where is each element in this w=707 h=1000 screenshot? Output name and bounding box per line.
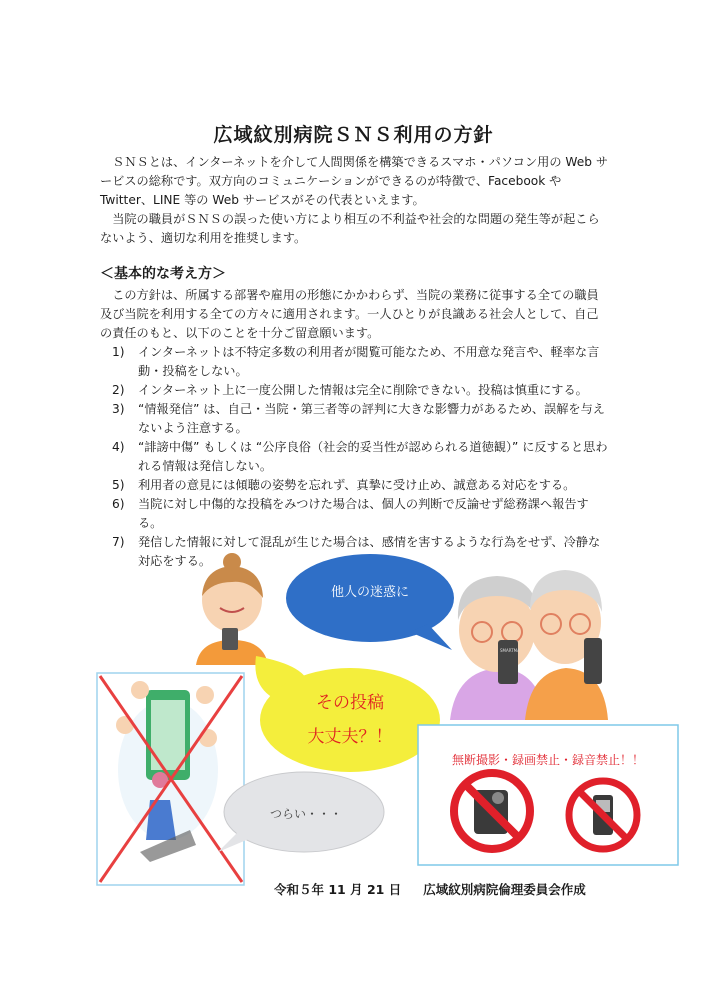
list-item-number: 5)	[112, 478, 125, 492]
woman-with-phone-illustration	[196, 553, 268, 665]
no-recording-icon	[569, 781, 637, 849]
phone-screen-label: SMARTMA	[500, 648, 520, 653]
blue-speech-bubble	[286, 554, 454, 650]
footer-author: 広域紋別病院倫理委員会作成	[423, 882, 586, 897]
list-item-text: “情報発信” は、自己・当院・第三者等の評判に大きな影響力があるため、誤解を与えないよう注意する。	[138, 402, 605, 435]
list-item-text: 利用者の意見には傾聴の姿勢を忘れず、真摯に受け止め、誠意ある対応をする。	[138, 478, 576, 492]
no-camera-icon	[454, 773, 530, 849]
list-item-text: 当院に対し中傷的な投稿をみつけた場合は、個人の判断で反論せず総務課へ報告する。	[138, 497, 589, 530]
list-item-number: 3)	[112, 402, 125, 416]
list-item-text: インターネット上に一度公開した情報は完全に削除できない。投稿は慎重にする。	[138, 383, 588, 397]
intro-paragraph-1: ＳＮＳとは、インターネットを介して人間関係を構築できるスマホ・パソコン用の Web サービスの総称です。双方向のコミュニケーションができるのが特徴で、Facebook や Twitter、LINE 等の Web サービスがその代表といえます。	[100, 155, 609, 207]
blue-bubble-text: 他人の迷惑に	[330, 585, 410, 600]
basic-paragraph: この方針は、所属する部署や雇用の形態にかかわらず、当院の業務に従事する全ての職員及び当院を利用する全ての方々に適用されます。一人ひとりが良識ある社会人として、自己の責任のもと、以下のことを十分ご留意願います。	[100, 288, 599, 340]
gray-speech-bubble	[218, 772, 384, 852]
yellow-speech-bubble	[255, 656, 440, 772]
yellow-bubble-line2: 大丈夫？！	[307, 727, 393, 747]
gray-bubble-text: つらい・・・	[269, 807, 343, 821]
intro-paragraph-2: 当院の職員がＳＮＳの誤った使い方により相互の不利益や社会的な問題の発生等が起こらないよう、適切な利用を推奨します。	[100, 212, 600, 245]
page-title: 広域紋別病院ＳＮＳ利用の方針	[213, 124, 494, 146]
list-item-number: 6)	[112, 497, 125, 511]
list-item-number: 4)	[112, 440, 125, 454]
prohibition-text: 無断撮影・録画禁止・録音禁止！！	[451, 753, 645, 767]
list-item-text: インターネットは不特定多数の利用者が閲覧可能なため、不用意な発言や、軽率な言動・投稿をしない。	[138, 345, 600, 378]
list-item-number: 7)	[112, 535, 125, 549]
prohibition-notice-box	[418, 725, 678, 865]
list-item-text: “誹謗中傷” もしくは “公序良俗（社会的妥当性が認められる道徳観）” に反すると思われる情報は発信しない。	[138, 440, 608, 473]
footer-date: 令和５年 11 月 21 日	[274, 882, 402, 897]
section-heading: ＜基本的な考え方＞	[100, 266, 226, 282]
document-footer	[274, 880, 586, 898]
list-item-text: 発信した情報に対して混乱が生じた場合は、感情を害するような行為をせず、冷静な対応をする。	[138, 535, 601, 568]
crossed-out-crowd-illustration	[97, 673, 244, 885]
yellow-bubble-line1: その投稿	[316, 693, 384, 713]
list-item-number: 1)	[112, 345, 125, 359]
list-item-number: 2)	[112, 383, 125, 397]
elderly-couple-illustration	[450, 570, 608, 720]
